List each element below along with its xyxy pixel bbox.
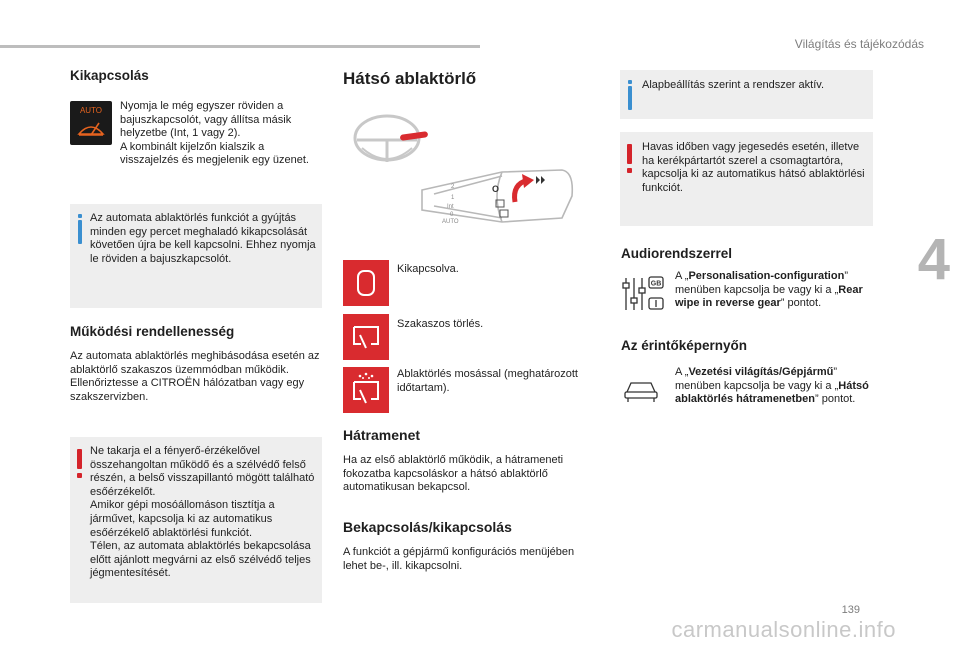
info-box-default [620,70,873,119]
wiper-stalk-illustration [342,110,602,240]
page-number: 139 [841,604,860,616]
auto-wiper-warning-icon [70,101,112,145]
stalk-label-int: Int [447,204,454,210]
header-rule [0,45,480,48]
rear-wiper-wash-icon [343,367,389,413]
watermark: carmanualsonline.info [671,617,896,642]
warning-box-snow [620,132,873,226]
info-box-text: Az automata ablaktörlés funkciót a gyújtás minden egy percet meghaladó kikapcsolását követően újra be kell kapcsolni. Ehhez nyomja le röviden a bajuszkapcsolót. [90,212,316,265]
mukodesi-text: Az automata ablaktörlés meghibásodása esetén az ablaktörlő szakaszos üzemmódban működik. Ellenőriztesse a CITROËN hálózatban vagy egy szakszervizben. [70,350,320,403]
section-title-bekapcsolas: Bekapcsolás/kikapcsolás [343,519,512,535]
audio-option-name: Rear wipe in reverse gear [675,283,863,310]
touchscreen-text: A „Vezetési világítás/Gépjármű” menüben kapcsolja be vagy ki a „Hátsó ablaktörlés hátramenetben” pontot. [675,366,869,406]
touch-option-name: Hátsó ablaktörlés hátramenetben [675,379,869,406]
section-title-mukodesi: Működési rendellenesség [70,324,235,339]
info-icon [628,86,632,110]
info-box-default-text: Alapbeállítás szerint a rendszer aktív. [642,79,824,91]
item-label-off: Kikapcsolva. [397,263,459,275]
warning-box-snow-text: Havas időben vagy jegesedés esetén, illetve ha kerékpártartót szerel a csomagtartóra, kapcsolja ki az automatikus hátsó ablaktörlési funkciót. [642,141,865,194]
touch-menu-name: Vezetési világítás/Gépjármű [688,366,834,378]
item-label-wash: Ablaktörlés mosással (meghatározott időtartam). [397,368,578,394]
item-label-intermittent: Szakaszos törlés. [397,318,484,330]
warning-box-rain-sensor [70,437,322,603]
gb-label: GB [650,280,662,288]
info-icon [78,220,82,244]
warning-icon [627,144,632,164]
section-title-touchscreen: Az érintőképernyőn [621,338,748,353]
stalk-label-0: 0 [450,212,454,218]
stalk-label-1: 1 [451,195,455,201]
warning-icon [77,449,82,469]
stalk-label-auto: AUTO [442,219,459,225]
car-icon [623,378,659,404]
warning-box-text: Ne takarja el a fényerő-érzékelővel összehangoltan működő és a szélvédő felső részén, a belső visszapillantó mögött található esőérzékelőt. Amikor gépi mosóállomáson tisztítja a járművet, kapcsolja ki az automatikus esőérzékelő ablaktörlési funkciót. Télen, az automata ablaktörlés bekapcsolása előtt ajánlott megvárni az első szélvédő teljes jégmentesítését. [90,445,315,580]
section-title-audio: Audiorendszerrel [621,246,733,261]
info-box-auto-wipe [70,204,322,308]
rear-wiper-off-icon [343,260,389,306]
audio-settings-icon [621,274,665,314]
auto-icon-label: AUTO [79,106,103,115]
section-title-hatramenet: Hátramenet [343,427,421,443]
kikapcsolas-text: Nyomja le még egyszer röviden a bajuszkapcsolót, vagy állítsa másik helyzetbe (Int, 1 vagy 2). A kombinált kijelzőn kialszik a visszajelzés és megjelenik egy üzenet. [120,100,309,167]
bekapcsolas-text: A funkciót a gépjármű konfigurációs menüjében lehet be-, ill. kikapcsolni. [343,546,575,572]
stalk-label-off: O [492,184,500,194]
section-title-kikapcsolas: Kikapcsolás [70,68,149,83]
stalk-label-2: 2 [451,184,455,190]
rear-wiper-intermittent-icon [343,314,389,360]
section-title-hatso-ablaktorlo: Hátsó ablaktörlő [343,69,477,88]
hatramenet-text: Ha az első ablaktörlő működik, a hátrameneti fokozatba kapcsoláskor a hátsó ablaktörlő automatikusan bekapcsol. [343,454,564,494]
chapter-number: 4 [917,227,950,292]
audio-menu-name: Personalisation-configuration [688,270,845,282]
running-header: Világítás és tájékozódás [794,37,924,51]
audio-text: A „Personalisation-configuration” menüben kapcsolja be vagy ki a „Rear wipe in reverse gear” pontot. [675,270,863,310]
